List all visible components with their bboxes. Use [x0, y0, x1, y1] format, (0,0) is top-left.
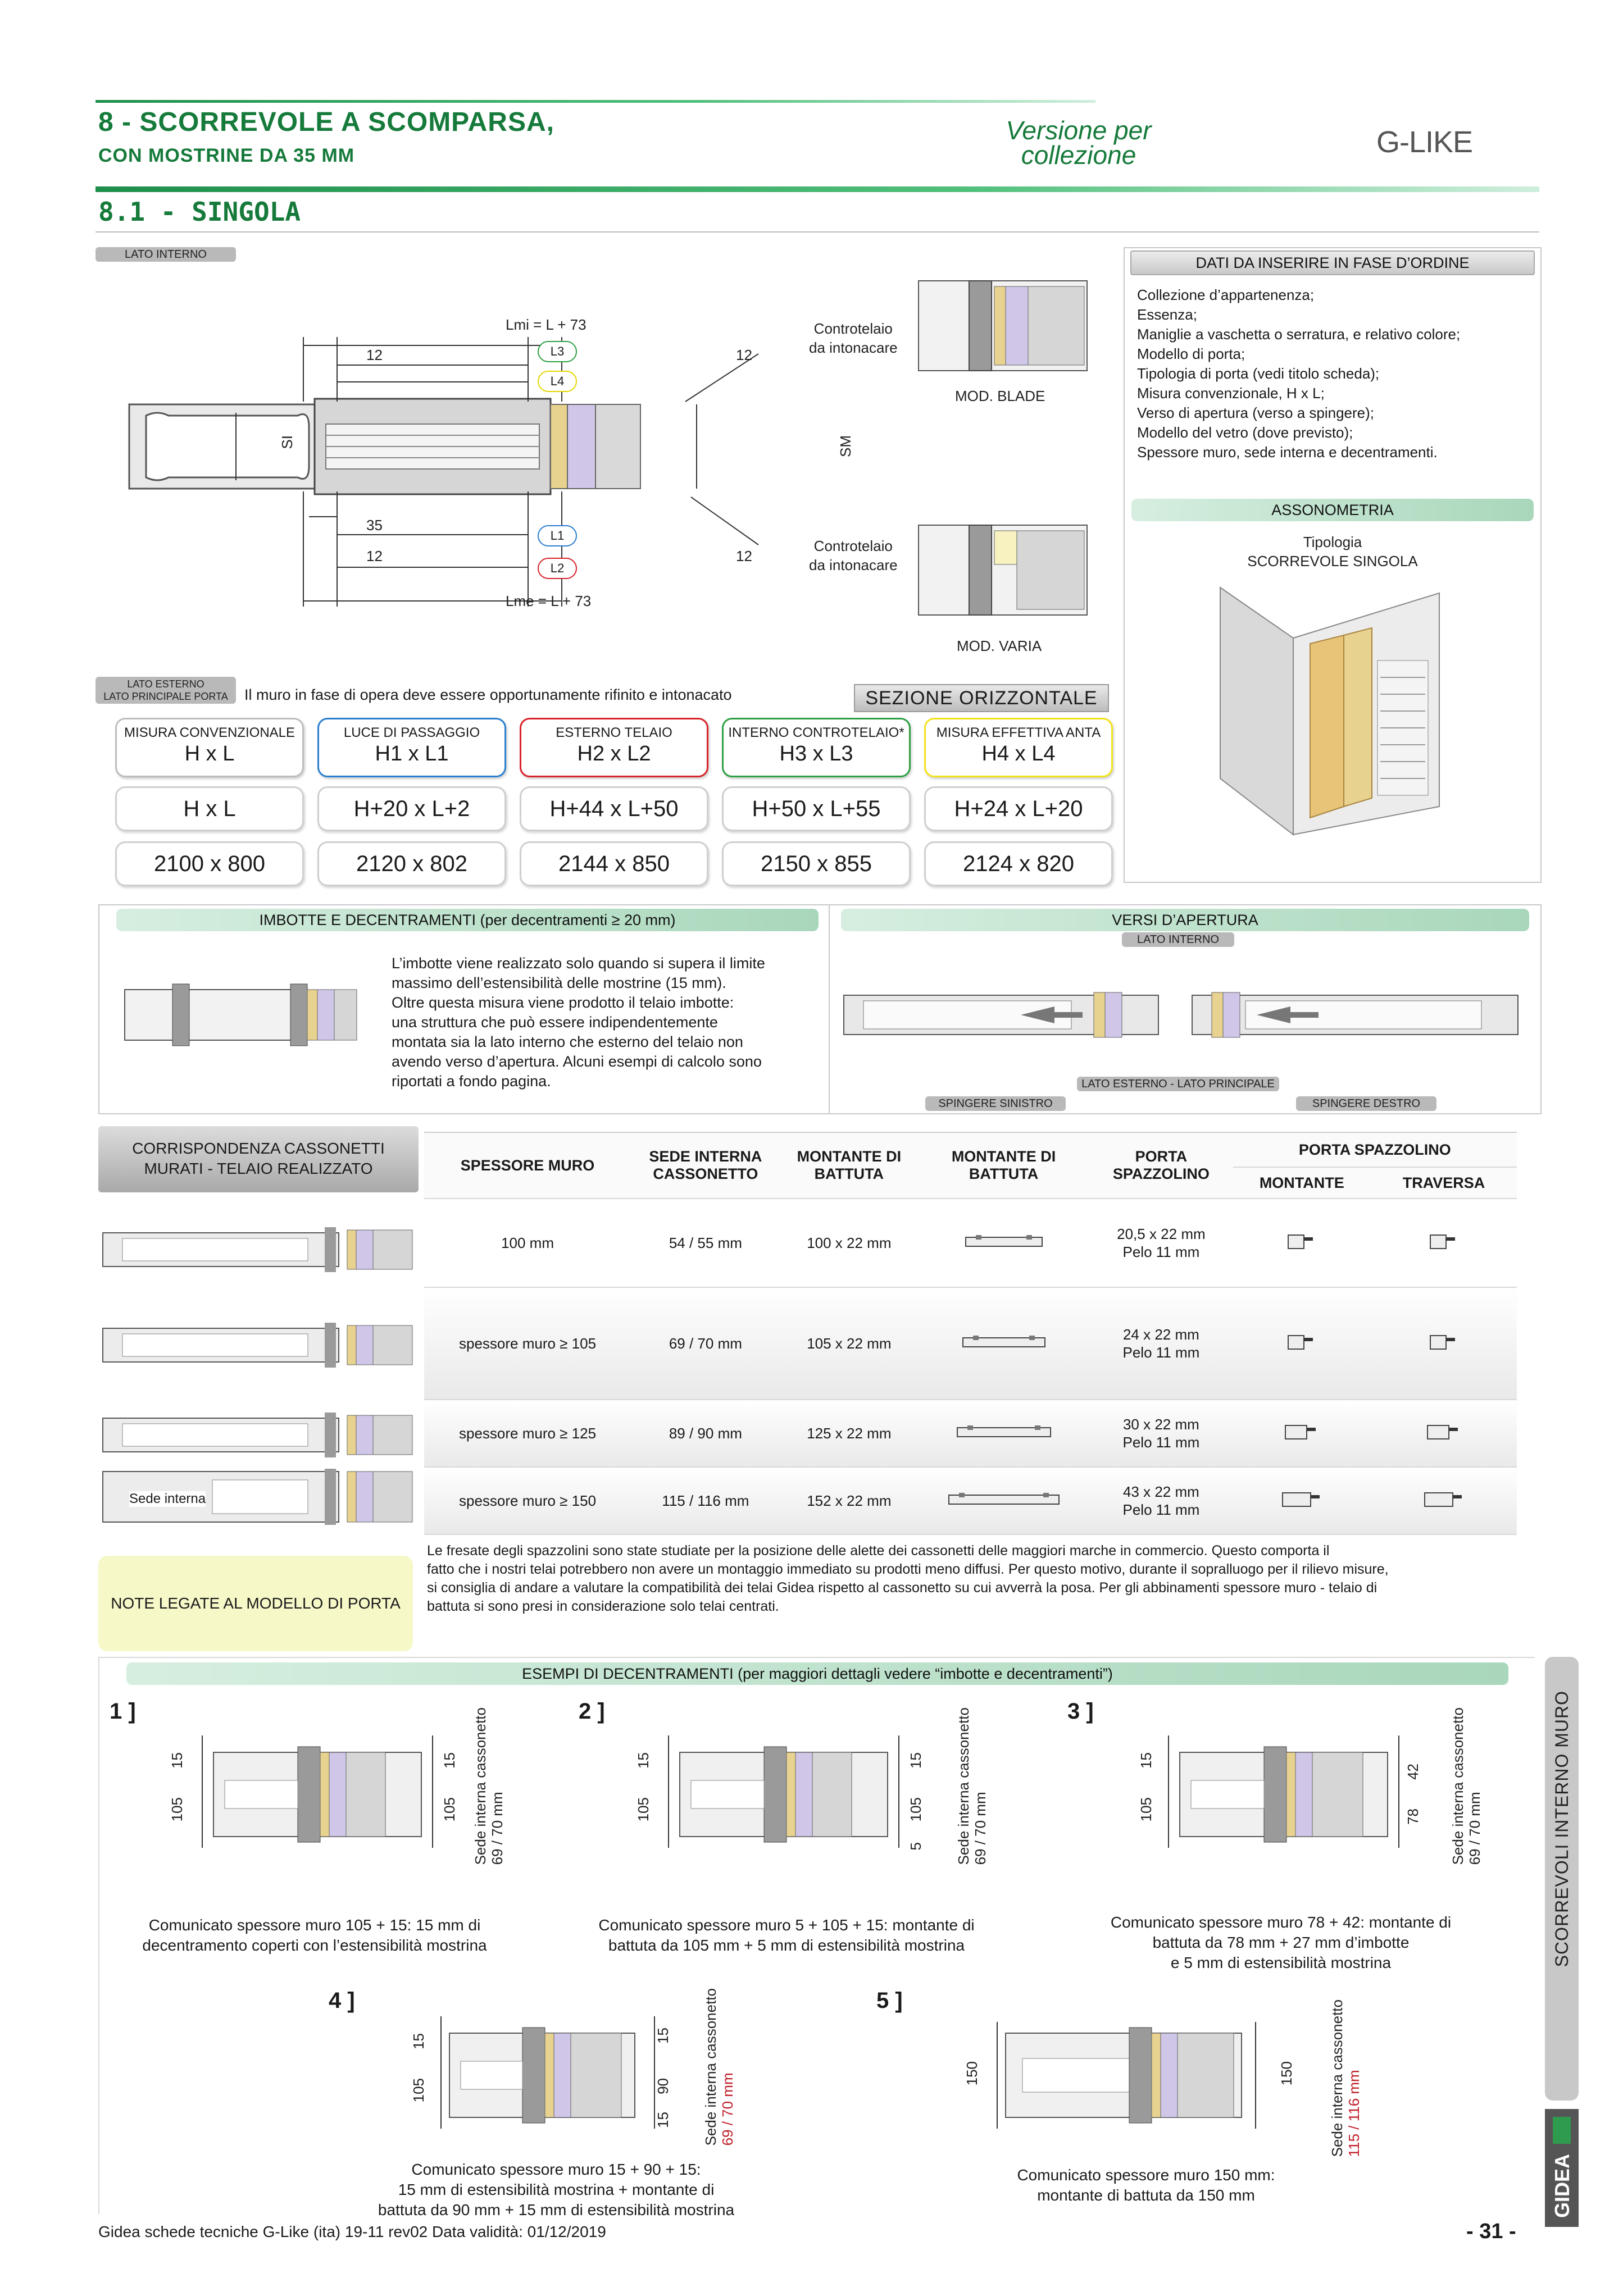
misura-label: MISURA CONVENZIONALE — [124, 725, 295, 740]
formula-box: H+44 x L+50 — [520, 786, 708, 831]
versione-line2: collezione — [1021, 140, 1136, 170]
cassonetti-table — [424, 1132, 1517, 1535]
assonometria-header: ASSONOMETRIA — [1131, 499, 1534, 521]
formula-box: H+24 x L+20 — [924, 786, 1113, 831]
th-sub-traversa: TRAVERSA — [1371, 1167, 1517, 1199]
dim-l3: L3 — [538, 341, 577, 362]
th-montante1: MONTANTE DI BATTUTA — [780, 1132, 918, 1199]
esempio-1-sede-l2: 69 / 70 mm — [489, 1792, 506, 1865]
esempio-1-caption-l2: decentramento coperti con l’estensibilità mostrina — [142, 1937, 487, 1954]
assonometria-panel — [1124, 494, 1542, 883]
th-porta: PORTA SPAZZOLINO — [1089, 1132, 1233, 1199]
gidea-side-logo — [1545, 2109, 1579, 2227]
ordine-list — [1125, 277, 1540, 470]
mod-blade-profile — [916, 275, 1095, 376]
esempio-3-caption — [1084, 1912, 1477, 1973]
page-title: 8 - SCORREVOLE A SCOMPARSA, — [98, 107, 554, 137]
cell-sede: 115 / 116 mm — [631, 1467, 780, 1534]
brand-glike: G-LIKE — [1376, 125, 1473, 159]
cell-porta — [1089, 1287, 1233, 1400]
misura-label: MISURA EFFETTIVA ANTA — [936, 725, 1101, 740]
esempio-5-sede-l1: Sede interna cassonetto — [1329, 1999, 1345, 2157]
imbotte-line: massimo dell’estensibilità delle mostrine (15 mm). — [392, 974, 726, 991]
plan-section-drawing — [124, 303, 826, 640]
misura-symbol: H2 x L2 — [577, 742, 651, 766]
esempio-2-left-bot: 105 — [635, 1797, 652, 1822]
montante-profile-icon — [918, 1287, 1089, 1400]
cell-sede: 54 / 55 mm — [631, 1199, 780, 1287]
controtelaio-label-top — [809, 319, 898, 357]
cell-montante: 100 x 22 mm — [780, 1199, 918, 1287]
th-spessore: SPESSORE MURO — [424, 1132, 631, 1199]
assonometria-drawing — [1125, 571, 1540, 851]
montante-profile-icon — [918, 1467, 1089, 1534]
esempio-3-right-top: 42 — [1404, 1764, 1421, 1780]
esempio-4-number: 4 ] — [329, 1988, 355, 2013]
ordine-line: Modello di porta; — [1137, 345, 1245, 362]
versione-line1: Versione per — [1006, 116, 1152, 145]
esempio-2-number: 2 ] — [579, 1699, 605, 1724]
spazzolino-montante-icon — [1233, 1287, 1371, 1400]
misura-symbol: H x L — [184, 742, 235, 766]
example-box: 2100 x 800 — [115, 841, 304, 886]
cell-spessore: 100 mm — [424, 1199, 631, 1287]
esempio-2-right-bot: 5 — [907, 1842, 924, 1851]
section-title-rule — [96, 231, 1539, 233]
versi-panel — [829, 904, 1542, 1114]
dim-sm: SM — [837, 435, 854, 457]
cassonetti-title-l1: CORRISPONDENZA CASSONETTI — [132, 1140, 385, 1157]
imbotte-line: riportati a fondo pagina. — [392, 1073, 551, 1090]
esempio-1-right-bot: 105 — [441, 1797, 458, 1822]
esempio-4-sede — [702, 1988, 736, 2145]
esempio-1-caption-l1: Comunicato spessore muro 105 + 15: 15 mm di — [148, 1916, 481, 1934]
esempio-1-sede — [472, 1707, 506, 1865]
misura-box-convenzionale — [115, 718, 304, 777]
montante-profile-icon — [918, 1400, 1089, 1467]
esempio-1-caption — [124, 1915, 506, 1956]
dim-lmi: Lmi = L + 73 — [506, 316, 587, 333]
esempio-2-caption-l1: Comunicato spessore muro 5 + 105 + 15: montante di — [598, 1916, 975, 1934]
dim-l1: L1 — [538, 525, 577, 546]
gidea-logo-label: GIDEA — [1551, 2154, 1574, 2218]
dim-35: 35 — [366, 517, 383, 534]
ordine-panel — [1124, 247, 1542, 496]
table-row — [424, 1287, 1517, 1400]
th-porta-group: PORTA SPAZZOLINO — [1233, 1132, 1517, 1167]
page-number: - 31 - — [1466, 2220, 1516, 2243]
cell-sede: 89 / 90 mm — [631, 1400, 780, 1467]
imbotte-line: montata sia la lato interno che esterno del telaio non — [392, 1033, 743, 1050]
lato-esterno-l2: LATO PRINCIPALE PORTA — [103, 691, 228, 702]
imbotte-panel — [98, 904, 831, 1114]
imbotte-line: L’imbotte viene realizzato solo quando si supera il limite — [392, 955, 765, 972]
misura-label: LUCE DI PASSAGGIO — [343, 725, 480, 740]
dim-12-bot-left: 12 — [366, 548, 383, 564]
controtelaio-top-l1: Controtelaio — [813, 320, 893, 337]
dim-12-bot-right: 12 — [736, 548, 752, 564]
esempio-2-sede — [955, 1707, 989, 1865]
imbotte-header: IMBOTTE E DECENTRAMENTI (per decentramenti ≥ 20 mm) — [116, 909, 819, 931]
esempio-1-sede-l1: Sede interna cassonetto — [472, 1707, 489, 1865]
esempio-3-caption-l1: Comunicato spessore muro 78 + 42: montante di — [1110, 1914, 1452, 1931]
cell-porta — [1089, 1467, 1233, 1534]
esempio-4-left-top: 15 — [410, 2033, 427, 2049]
cassonetto-drawing-100 — [100, 1224, 426, 1275]
note-text — [427, 1542, 1517, 1616]
ordine-line: Misura convenzionale, H x L; — [1137, 385, 1325, 402]
misura-label: INTERNO CONTROTELAIO* — [728, 725, 904, 740]
note-line: fatto che i nostri telai potrebbero non avere un montaggio immediato su prodotti meno diffusi. Per questo motivo, durante il sopralluogo per il rilievo misure, — [427, 1561, 1389, 1577]
esempio-4-right-mid: 90 — [654, 2078, 671, 2094]
esempio-3-drawing — [1157, 1724, 1416, 1859]
ordine-line: Spessore muro, sede interna e decentramenti. — [1137, 444, 1438, 461]
cassonetto-drawing-125 — [100, 1410, 426, 1460]
esempio-5-number: 5 ] — [876, 1988, 903, 2013]
misura-symbol: H3 x L3 — [779, 742, 853, 766]
ordine-line: Tipologia di porta (vedi titolo scheda); — [1137, 365, 1380, 382]
th-sub-montante: MONTANTE — [1233, 1167, 1371, 1199]
esempio-2-sede-l2: 69 / 70 mm — [972, 1792, 989, 1865]
esempio-5-left: 150 — [963, 2061, 980, 2086]
formula-box: H+50 x L+55 — [722, 786, 911, 831]
ordine-line: Essenza; — [1137, 306, 1197, 323]
esempio-4-right-top: 15 — [654, 2028, 671, 2044]
table-row — [424, 1199, 1517, 1287]
cell-montante: 105 x 22 mm — [780, 1287, 918, 1400]
misura-box-esterno-telaio — [520, 718, 708, 777]
sede-interna-label: Sede interna — [129, 1491, 206, 1506]
assonometria-line1: Tipologia — [1303, 534, 1362, 550]
esempio-5-right: 150 — [1278, 2061, 1295, 2086]
cell-montante: 125 x 22 mm — [780, 1400, 918, 1467]
example-box: 2144 x 850 — [520, 841, 708, 886]
lato-interno-tag: LATO INTERNO — [96, 247, 236, 262]
spingere-destro: SPINGERE DESTRO — [1296, 1096, 1436, 1111]
esempio-4-caption-l2: 15 mm di estensibilità mostrina + montante di — [398, 2181, 715, 2198]
assonometria-caption — [1125, 532, 1540, 571]
esempio-4-caption-l1: Comunicato spessore muro 15 + 90 + 15: — [411, 2161, 701, 2178]
montante-profile-icon — [918, 1199, 1089, 1287]
formula-box: H x L — [115, 786, 304, 831]
esempio-5-sede-l2: 115 / 116 mm — [1345, 2070, 1362, 2157]
versi-lato-esterno: LATO ESTERNO - LATO PRINCIPALE — [1077, 1077, 1279, 1091]
spazzolino-traversa-icon — [1371, 1287, 1517, 1400]
controtelaio-bot-l2: da intonacare — [809, 557, 898, 573]
esempio-4-sede-l1: Sede interna cassonetto — [702, 1988, 719, 2146]
esempio-1-left-top: 15 — [169, 1752, 185, 1769]
dim-l2: L2 — [538, 558, 577, 579]
misura-symbol: H1 x L1 — [375, 742, 449, 766]
cell-porta — [1089, 1400, 1233, 1467]
esempio-3-sede — [1449, 1707, 1483, 1865]
esempio-1-drawing — [191, 1724, 449, 1859]
side-tab-label: SCORREVOLI INTERNO MURO — [1552, 1691, 1572, 1967]
esempio-1-right-top: 15 — [441, 1752, 458, 1769]
spingere-sinistro: SPINGERE SINISTRO — [925, 1096, 1066, 1111]
imbotte-text — [392, 954, 765, 1091]
versi-header: VERSI D’APERTURA — [841, 909, 1529, 931]
controtelaio-label-bot — [809, 536, 898, 575]
header-top-rule — [96, 100, 1095, 103]
th-sede: SEDE INTERNA CASSONETTO — [631, 1132, 780, 1199]
lato-esterno-l1: LATO ESTERNO — [127, 678, 204, 690]
esempio-3-left-bot: 105 — [1138, 1797, 1154, 1822]
esempio-3-right-bot: 78 — [1404, 1808, 1421, 1825]
misura-box-luce — [317, 718, 506, 777]
esempio-2-drawing — [657, 1724, 916, 1859]
cell-spessore: spessore muro ≥ 150 — [424, 1467, 631, 1534]
example-box: 2124 x 820 — [924, 841, 1113, 886]
versi-lato-interno: LATO INTERNO — [1122, 932, 1234, 947]
esempio-5-caption-l1: Comunicato spessore muro 150 mm: — [1017, 2166, 1275, 2184]
cell-montante: 152 x 22 mm — [780, 1467, 918, 1534]
ordine-line: Collezione d’appartenenza; — [1137, 286, 1315, 303]
imbotte-line: una struttura che può essere indipendentemente — [392, 1014, 718, 1031]
cell-sede: 69 / 70 mm — [631, 1287, 780, 1400]
dim-12-top-left: 12 — [366, 347, 383, 363]
spazzolino-traversa-icon — [1371, 1199, 1517, 1287]
esempio-3-caption-l3: e 5 mm di estensibilità mostrina — [1170, 1954, 1392, 1971]
controtelaio-top-l2: da intonacare — [809, 339, 898, 356]
example-box: 2150 x 855 — [722, 841, 911, 886]
misura-box-effettiva-anta — [924, 718, 1113, 777]
side-tab — [1545, 1657, 1579, 2101]
sezione-orizzontale-label: SEZIONE ORIZZONTALE — [854, 684, 1109, 712]
porta-dim: 43 x 22 mm — [1122, 1483, 1199, 1500]
muro-note: Il muro in fase di opera deve essere opportunamente rifinito e intonacato — [244, 686, 732, 703]
imbotte-drawing — [122, 978, 358, 1051]
ordine-line: Verso di apertura (verso a spingere); — [1137, 404, 1374, 421]
esempio-2-caption — [579, 1915, 994, 1956]
versione-label — [966, 116, 1191, 170]
porta-dim: 20,5 x 22 mm — [1117, 1226, 1206, 1242]
esempio-2-caption-l2: battuta da 105 mm + 5 mm di estensibilità mostrina — [608, 1937, 965, 1954]
gidea-logo-mark — [1553, 2117, 1571, 2144]
ordine-header: DATI DA INSERIRE IN FASE D’ORDINE — [1130, 250, 1535, 275]
versi-drawing-destro — [1189, 990, 1526, 1040]
header-bottom-rule — [96, 186, 1539, 192]
porta-pelo: Pelo 11 mm — [1122, 1501, 1200, 1518]
note-line: battuta si sono presi in considerazione solo telai centrati. — [427, 1598, 779, 1614]
cell-spessore: spessore muro ≥ 105 — [424, 1287, 631, 1400]
imbotte-line: Oltre questa misura viene prodotto il telaio imbotte: — [392, 994, 734, 1011]
mod-varia-label: MOD. VARIA — [957, 637, 1042, 654]
note-line: Le fresate degli spazzolini sono state studiate per la posizione delle alette dei cassonetti delle maggiori marche in commercio. Questo comporta il — [427, 1543, 1330, 1559]
esempio-5-caption — [989, 2165, 1303, 2206]
esempio-4-sede-l2: 69 / 70 mm — [719, 2072, 736, 2146]
spazzolino-montante-icon — [1233, 1467, 1371, 1534]
esempio-5-sede — [1329, 1999, 1362, 2157]
table-row — [424, 1400, 1517, 1467]
esempio-4-left-bot: 105 — [410, 2078, 427, 2103]
versi-drawing-sinistro — [841, 990, 1167, 1040]
lato-esterno-tag — [96, 677, 236, 704]
esempio-2-left-top: 15 — [635, 1752, 652, 1769]
porta-pelo: Pelo 11 mm — [1122, 1243, 1200, 1260]
mod-varia-profile — [916, 520, 1095, 621]
example-box: 2120 x 802 — [317, 841, 506, 886]
th-montante2: MONTANTE DI BATTUTA — [918, 1132, 1089, 1199]
porta-dim: 24 x 22 mm — [1122, 1326, 1199, 1343]
imbotte-line: avendo verso d’apertura. Alcuni esempi di calcolo sono — [392, 1053, 762, 1070]
esempio-4-caption-l3: battuta da 90 mm + 15 mm di estensibilità mostrina — [378, 2201, 735, 2218]
esempio-3-left-top: 15 — [1138, 1752, 1154, 1769]
esempio-2-right-top: 15 — [907, 1752, 924, 1769]
esempio-4-caption — [360, 2160, 753, 2220]
porta-dim: 30 x 22 mm — [1122, 1416, 1199, 1433]
esempio-4-drawing — [433, 2005, 669, 2140]
porta-pelo: Pelo 11 mm — [1122, 1434, 1200, 1451]
esempio-3-caption-l2: battuta da 78 mm + 27 mm d’imbotte — [1152, 1934, 1410, 1951]
esempio-3-number: 3 ] — [1067, 1699, 1094, 1724]
cell-porta — [1089, 1199, 1233, 1287]
esempio-3-sede-l1: Sede interna cassonetto — [1449, 1707, 1466, 1865]
misura-label: ESTERNO TELAIO — [556, 725, 672, 740]
esempio-5-drawing — [989, 2011, 1270, 2134]
spazzolino-montante-icon — [1233, 1199, 1371, 1287]
cassonetti-title-l2: MURATI - TELAIO REALIZZATO — [144, 1160, 373, 1177]
esempio-2-sede-l1: Sede interna cassonetto — [955, 1707, 972, 1865]
footer-text: Gidea schede tecniche G-Like (ita) 19-11 rev02 Data validità: 01/12/2019 — [98, 2223, 606, 2240]
dim-12-top-right: 12 — [736, 347, 752, 363]
spazzolino-traversa-icon — [1371, 1400, 1517, 1467]
esempio-2-right-mid: 105 — [907, 1797, 924, 1822]
dim-si: SI — [279, 435, 295, 449]
page-subtitle: CON MOSTRINE DA 35 MM — [98, 145, 355, 166]
esempio-4-right-bot: 15 — [654, 2112, 671, 2128]
ordine-line: Modello del vetro (dove previsto); — [1137, 424, 1353, 441]
assonometria-line2: SCORREVOLE SINGOLA — [1247, 553, 1418, 570]
esempio-3-sede-l2: 69 / 70 mm — [1466, 1792, 1483, 1865]
note-line: si consiglia di andare a valutare la compatibilità dei telai Gidea rispetto al cassonetto su cui avverrà la posa. Per gli abbinamenti spessore muro - telaio di — [427, 1580, 1377, 1596]
misura-symbol: H4 x L4 — [981, 742, 1056, 766]
cassonetto-drawing-105 — [100, 1320, 426, 1370]
esempio-5-caption-l2: montante di battuta da 150 mm — [1037, 2186, 1255, 2204]
dim-l4: L4 — [538, 371, 577, 392]
dim-lme: Lme = L + 73 — [506, 593, 592, 609]
esempi-header: ESEMPI DI DECENTRAMENTI (per maggiori dettagli vedere “imbotte e decentramenti”) — [126, 1662, 1508, 1685]
mod-blade-label: MOD. BLADE — [955, 388, 1045, 404]
cassonetti-title — [98, 1126, 419, 1192]
section-title: 8.1 - SINGOLA — [98, 197, 301, 227]
formula-box: H+20 x L+2 — [317, 786, 506, 831]
esempio-1-left-bot: 105 — [169, 1797, 185, 1822]
spazzolino-traversa-icon — [1371, 1467, 1517, 1534]
controtelaio-bot-l1: Controtelaio — [813, 537, 893, 554]
porta-pelo: Pelo 11 mm — [1122, 1344, 1200, 1361]
cell-spessore: spessore muro ≥ 125 — [424, 1400, 631, 1467]
spazzolino-montante-icon — [1233, 1400, 1371, 1467]
note-label-box: NOTE LEGATE AL MODELLO DI PORTA — [98, 1556, 413, 1651]
misura-box-interno-controtelaio — [722, 718, 911, 777]
table-row — [424, 1467, 1517, 1534]
ordine-line: Maniglie a vaschetta o serratura, e relativo colore; — [1137, 326, 1461, 343]
esempio-1-number: 1 ] — [110, 1699, 136, 1724]
